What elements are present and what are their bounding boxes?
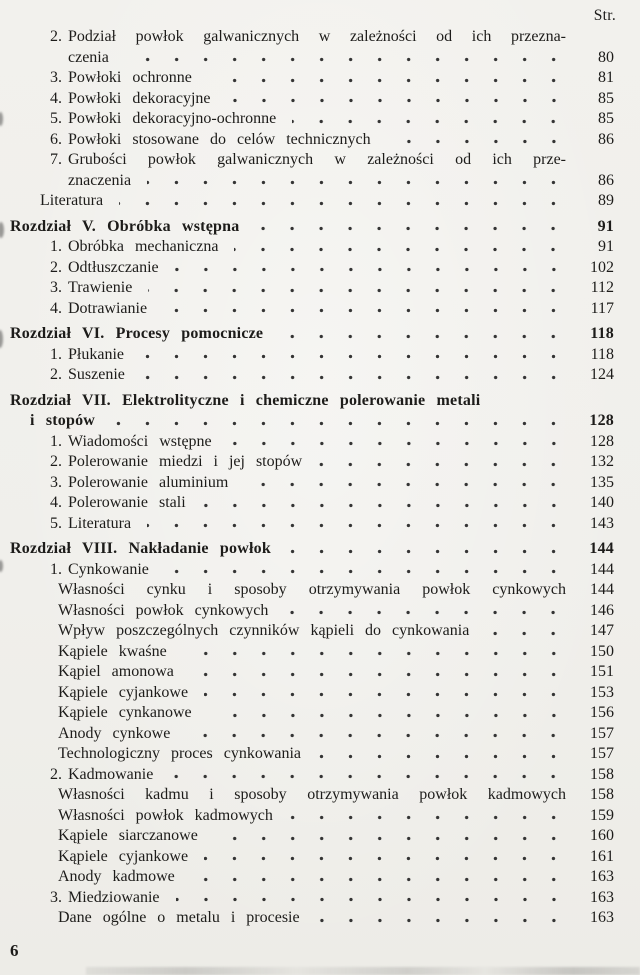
- entry-title: Trawienie: [68, 279, 133, 296]
- entry-title: Polerowanie miedzi i jej stopów: [68, 453, 303, 470]
- leader-dots: [214, 826, 570, 847]
- leader-dots: [147, 171, 570, 192]
- entry-title: Dotrawianie: [68, 299, 148, 317]
- leader-dots: [147, 514, 570, 535]
- entry-title: Kąpiele cynkanowe: [58, 704, 192, 721]
- entry-page-number: 158: [590, 786, 614, 803]
- toc-entry-row: [10, 109, 614, 130]
- toc-chapter-row: [10, 324, 614, 345]
- entry-title: Wiadomości wstępne: [68, 432, 212, 450]
- entry-title: Suszenie: [68, 366, 125, 383]
- leader-dots: [292, 109, 570, 130]
- toc-entry-row: [10, 493, 614, 514]
- entry-page-number: 158: [590, 765, 614, 783]
- entry-page-number: 161: [590, 847, 614, 865]
- leader-dots: [202, 493, 570, 514]
- leader-dots: [176, 888, 570, 909]
- leader-dots: [255, 217, 570, 238]
- entry-title: Kadmowanie: [68, 765, 154, 783]
- leader-dots: [289, 806, 570, 827]
- toc-entry-row: [10, 299, 614, 320]
- toc-entry-row: [10, 278, 614, 299]
- leader-dots: [169, 765, 570, 786]
- toc-entry-row: [10, 432, 614, 453]
- entry-page-number: 140: [590, 494, 614, 511]
- toc-entry-row: [10, 662, 614, 683]
- entry-title: i stopów: [30, 412, 96, 429]
- toc-entry-row: [10, 621, 614, 642]
- toc-entry-row: [10, 345, 614, 366]
- leader-dots: [148, 278, 570, 299]
- toc-entry-row: [10, 744, 614, 765]
- leader-dots: [125, 48, 570, 69]
- entry-page-number: 132: [590, 453, 614, 470]
- leader-dots: [228, 432, 570, 453]
- entry-number: 2.: [50, 453, 62, 470]
- leader-dots: [316, 908, 570, 929]
- entry-page-number: 144: [589, 540, 614, 557]
- toc-entry-row: [10, 68, 614, 89]
- leader-dots: [186, 724, 570, 745]
- entry-page-number: 128: [590, 432, 614, 450]
- toc-entry-row: [10, 867, 614, 888]
- leader-dots: [566, 150, 578, 171]
- entry-title: Anody cynkowe: [58, 724, 171, 742]
- entry-title: Miedziowanie: [68, 888, 160, 906]
- entry-page-number: 128: [589, 412, 614, 429]
- leader-dots: [208, 703, 570, 724]
- leader-dots: [190, 662, 570, 683]
- toc-entry-row: [10, 683, 614, 704]
- toc-entry-row: [10, 514, 614, 535]
- entry-page-number: 117: [590, 299, 614, 317]
- entry-title: Odtłuszczanie: [68, 258, 159, 276]
- entry-page-number: 91: [598, 238, 614, 255]
- entry-title: Płukanie: [68, 345, 124, 363]
- entry-title: Anody kadmowe: [58, 868, 175, 885]
- toc-entry-row: [10, 703, 614, 724]
- entry-page-number: 91: [597, 217, 614, 235]
- entry-number: 1.: [50, 238, 62, 255]
- toc-entry-row: [10, 888, 614, 909]
- entry-number: 3.: [50, 888, 62, 906]
- entry-number: 1.: [50, 560, 62, 578]
- entry-number: 6.: [50, 130, 62, 148]
- entry-number: 4.: [50, 299, 62, 317]
- toc-entry-row: [10, 642, 614, 663]
- entry-title: Własności powłok cynkowych: [58, 601, 269, 619]
- leader-dots: [496, 391, 570, 412]
- entry-page-number: 156: [590, 704, 614, 721]
- leader-dots: [279, 324, 570, 345]
- entry-title: Kąpiele kwaśne: [58, 642, 167, 660]
- leader-dots: [140, 345, 570, 366]
- entry-title: Polerowanie aluminium: [68, 473, 229, 491]
- entry-number: 2.: [50, 258, 62, 276]
- entry-title: Technologiczny proces cynkowania: [58, 745, 302, 762]
- entry-number: 5.: [50, 514, 62, 532]
- entry-page-number: 124: [590, 366, 614, 383]
- entry-number: 2.: [50, 765, 62, 783]
- toc-entry-row: [10, 452, 614, 473]
- toc-entry-row: [10, 826, 614, 847]
- entry-page-number: 80: [598, 48, 614, 66]
- entry-title: Powłoki dekoracyjno-ochronne: [68, 110, 277, 127]
- entry-title: Literatura: [68, 514, 132, 532]
- leader-dots: [566, 785, 578, 806]
- toc-entry-row: [10, 765, 614, 786]
- leader-dots: [485, 621, 570, 642]
- entry-number: 4.: [50, 89, 62, 107]
- toc-entry-row: [10, 847, 614, 868]
- entry-title: Rozdział VII. Elektrolityczne i chemiczne polerowanie metali: [10, 391, 481, 409]
- scan-smudge-bottom: [86, 967, 640, 975]
- entry-page-number: 143: [590, 514, 614, 532]
- entry-title: Cynkowanie: [68, 560, 149, 578]
- entry-title: Rozdział VIII. Nakładanie powłok: [10, 540, 271, 557]
- leader-dots: [387, 130, 570, 151]
- entry-title: Własności kadmu i sposoby otrzymywania powłok kadmowych: [58, 786, 566, 803]
- entry-page-number: 160: [590, 827, 614, 844]
- leader-dots: [284, 601, 570, 622]
- book-page-number: 6: [10, 940, 19, 960]
- leader-dots: [191, 867, 570, 888]
- entry-number: 2.: [50, 366, 62, 383]
- entry-title: Grubości powłok galwanicznych w zależności od ich prze-: [68, 151, 566, 168]
- toc-entry-row: [10, 48, 614, 69]
- entry-title: Kąpiel amonowa: [58, 663, 174, 680]
- entry-page-number: 85: [598, 110, 614, 127]
- entry-page-number: 135: [590, 473, 614, 491]
- toc-entry-row: [10, 473, 614, 494]
- table-of-contents: [0, 26, 640, 929]
- toc-entry-row: [10, 171, 614, 192]
- entry-page-number: 89: [598, 192, 614, 209]
- toc-entry-row: [10, 580, 614, 601]
- entry-page-number: 118: [590, 345, 614, 363]
- leader-dots: [287, 539, 570, 560]
- toc-entry-row: [10, 191, 614, 212]
- entry-number: 5.: [50, 110, 62, 127]
- leader-dots: [119, 191, 570, 212]
- toc-chapter-row: [10, 411, 614, 432]
- entry-page-number: 86: [598, 171, 614, 189]
- toc-entry-row: [10, 601, 614, 622]
- leader-dots: [175, 258, 570, 279]
- entry-page-number: 146: [590, 601, 614, 619]
- entry-title: Własności powłok kadmowych: [58, 806, 273, 824]
- toc-entry-row: [10, 724, 614, 745]
- entry-title: znaczenia: [68, 171, 132, 189]
- leader-dots: [566, 27, 578, 48]
- entry-title: Literatura: [40, 192, 104, 209]
- entry-title: Rozdział VI. Procesy pomocnicze: [10, 325, 264, 342]
- entry-page-number: 102: [590, 258, 614, 276]
- entry-number: 4.: [50, 494, 62, 511]
- toc-entry-row: [10, 785, 614, 806]
- page-column-header: Str.: [593, 7, 616, 24]
- entry-title: Wpływ poszczególnych czynników kąpieli do cynkowania: [58, 622, 470, 639]
- toc-entry-row: [10, 365, 614, 386]
- toc-chapter-row: [10, 391, 614, 412]
- entry-number: 1.: [50, 345, 62, 363]
- entry-title: czenia: [68, 48, 109, 66]
- entry-page-number: 118: [590, 325, 614, 342]
- entry-page-number: 157: [590, 745, 614, 762]
- entry-title: Obróbka mechaniczna: [68, 238, 219, 255]
- entry-page-number: 159: [590, 806, 614, 824]
- entry-page-number: 163: [590, 909, 614, 926]
- entry-page-number: 151: [590, 663, 614, 680]
- entry-title: Kąpiele cyjankowe: [58, 847, 189, 865]
- entry-title: Rozdział V. Obróbka wstępna: [10, 217, 240, 235]
- entry-number: 2.: [50, 28, 62, 45]
- toc-entry-row: [10, 237, 614, 258]
- entry-page-number: 153: [590, 683, 614, 701]
- toc-entry-row: [10, 908, 614, 929]
- entry-number: 7.: [50, 151, 62, 168]
- entry-title: Polerowanie stali: [68, 494, 186, 511]
- entry-number: 3.: [50, 279, 62, 296]
- entry-number: 3.: [50, 473, 62, 491]
- leader-dots: [163, 299, 570, 320]
- entry-title: Powłoki stosowane do celów technicznych: [68, 130, 371, 148]
- entry-page-number: 86: [598, 130, 614, 148]
- toc-entry-row: [10, 130, 614, 151]
- leader-dots: [566, 580, 578, 601]
- entry-page-number: 112: [590, 279, 614, 296]
- leader-dots: [234, 237, 570, 258]
- leader-dots: [318, 452, 570, 473]
- leader-dots: [183, 642, 570, 663]
- toc-entry-row: [10, 89, 614, 110]
- entry-number: 1.: [50, 432, 62, 450]
- entry-page-number: 81: [598, 69, 614, 86]
- toc-entry-row: [10, 560, 614, 581]
- entry-page-number: 144: [590, 560, 614, 578]
- leader-dots: [204, 683, 570, 704]
- entry-title: Własności cynku i sposoby otrzymywania powłok cynkowych: [58, 581, 566, 598]
- toc-entry-row: [10, 27, 614, 48]
- leader-dots: [204, 847, 570, 868]
- entry-title: Powłoki dekoracyjne: [68, 89, 211, 107]
- entry-page-number: 144: [590, 581, 614, 598]
- entry-title: Powłoki ochronne: [68, 69, 192, 86]
- leader-dots: [141, 365, 570, 386]
- leader-dots: [111, 411, 570, 432]
- entry-title: Podział powłok galwanicznych w zależności od ich przezna-: [68, 28, 566, 45]
- toc-entry-row: [10, 806, 614, 827]
- entry-title: Kąpiele cyjankowe: [58, 683, 189, 701]
- leader-dots: [227, 89, 570, 110]
- entry-page-number: 147: [590, 622, 614, 639]
- entry-page-number: 85: [598, 89, 614, 107]
- leader-dots: [317, 744, 570, 765]
- entry-page-number: 150: [590, 642, 614, 660]
- toc-chapter-row: [10, 217, 614, 238]
- entry-page-number: 163: [590, 888, 614, 906]
- toc-entry-row: [10, 258, 614, 279]
- entry-number: 3.: [50, 69, 62, 86]
- toc-chapter-row: [10, 539, 614, 560]
- entry-page-number: 157: [590, 724, 614, 742]
- leader-dots: [244, 473, 570, 494]
- toc-entry-row: [10, 150, 614, 171]
- leader-dots: [208, 68, 570, 89]
- entry-title: Kąpiele siarczanowe: [58, 827, 198, 844]
- leader-dots: [165, 560, 570, 581]
- entry-page-number: 163: [590, 868, 614, 885]
- entry-title: Dane ogólne o metalu i procesie: [58, 909, 300, 926]
